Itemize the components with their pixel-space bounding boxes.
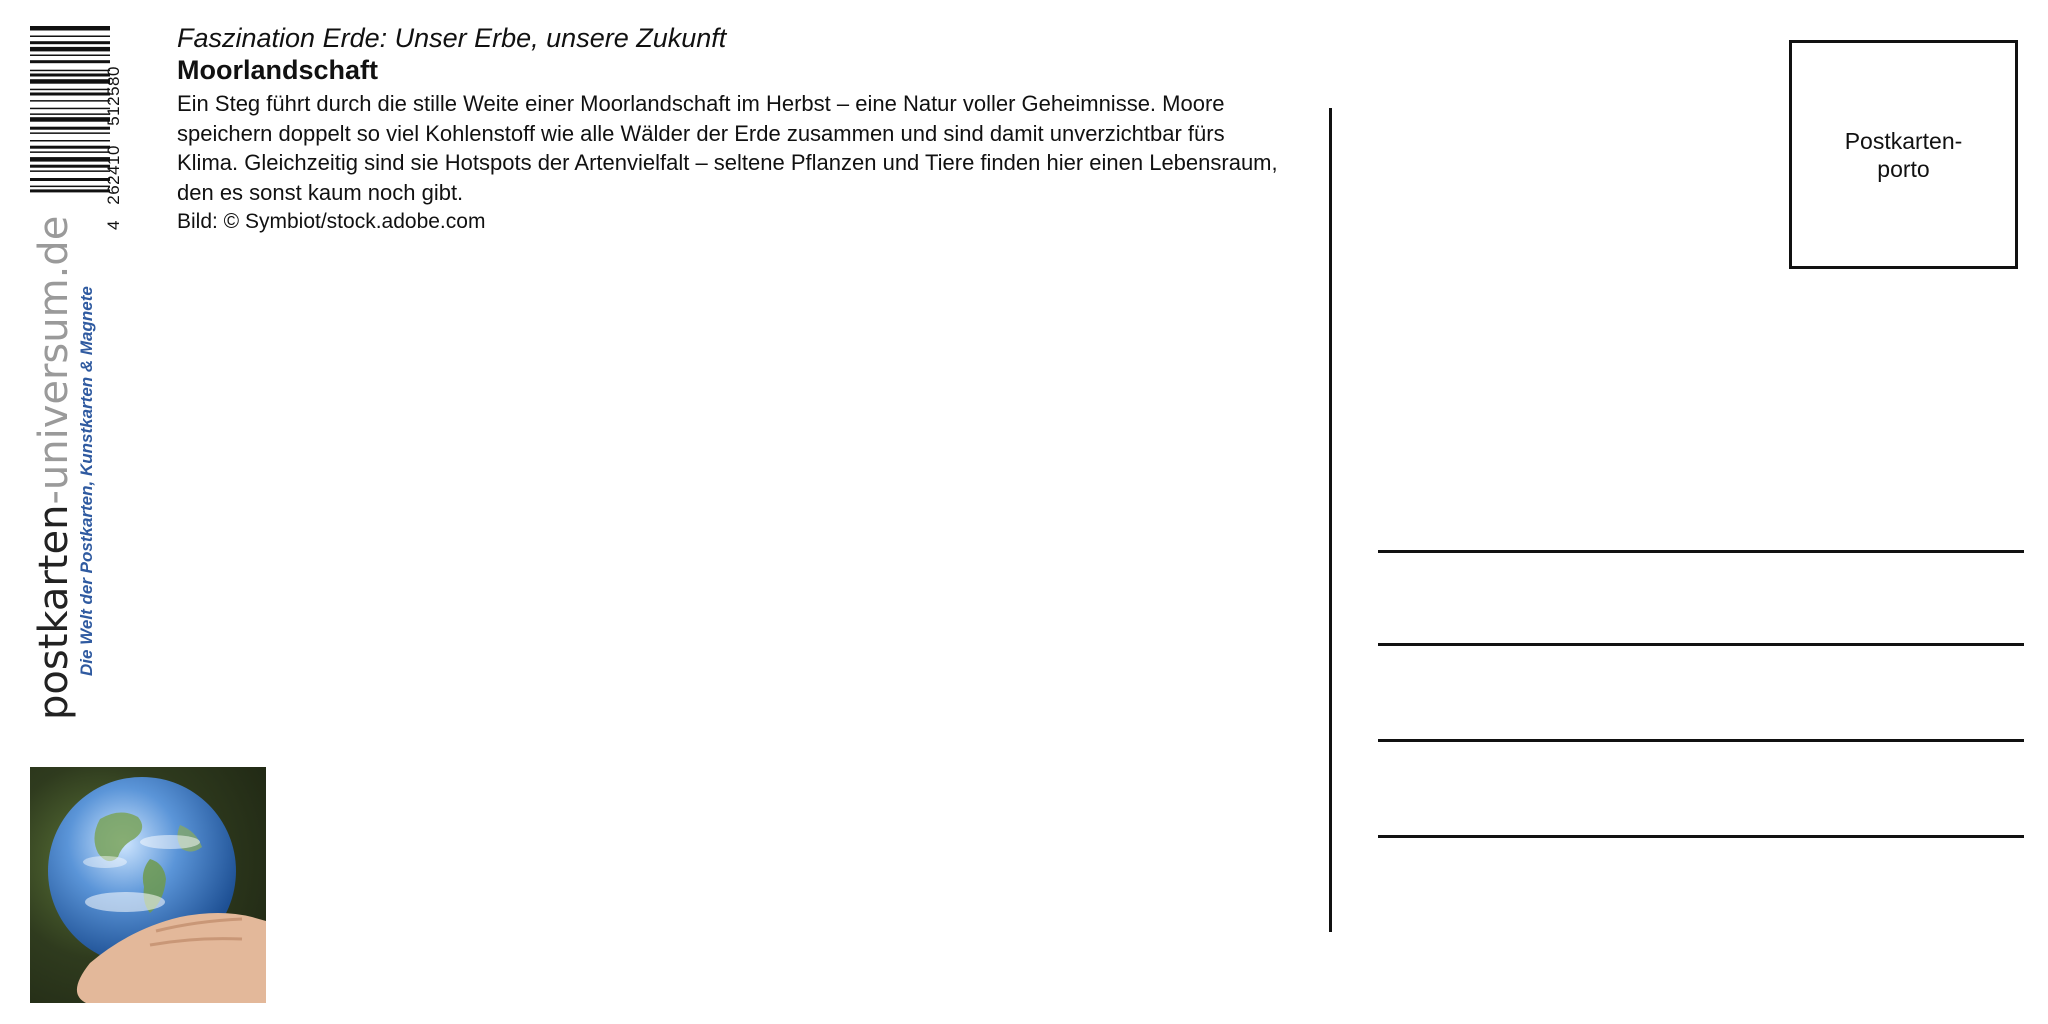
- image-credit: Bild: © Symbiot/stock.adobe.com: [177, 210, 486, 233]
- card-description: Ein Steg führt durch die stille Weite einer Moorlandschaft im Herbst – eine Natur voller Geheimnisse. Moore speichern doppelt so viel Kohlenstoff wie alle Wälder der Erde zusammen und sind damit unverzichtbar fürs Klima. Gleichzeitig sind sie Hotspots der Artenvielfalt – seltene Pflanzen und Tiere finden hier einen Lebensraum, den es sonst kaum noch gibt.: [177, 91, 1278, 205]
- brand-name-dark: postkarten: [31, 504, 77, 720]
- barcode-number: [104, 52, 124, 230]
- address-line-1: [1378, 550, 2024, 553]
- address-line-3: [1378, 739, 2024, 742]
- address-line-4: [1378, 835, 2024, 838]
- series-title: Faszination Erde: Unser Erbe, unsere Zukunft: [177, 23, 727, 53]
- stamp-label: Postkarten-porto: [1844, 127, 1963, 182]
- center-divider: [1329, 108, 1332, 932]
- card-title: Moorlandschaft: [177, 55, 379, 85]
- brand-tagline: Die Welt der Postkarten, Kunstkarten & Magnete: [77, 286, 96, 676]
- barcode-digits-group-2: 512580: [104, 66, 123, 126]
- card-text-block: [177, 22, 1287, 237]
- globe-illustration: [30, 767, 266, 1003]
- barcode-digits-group-1: 262410: [104, 145, 123, 205]
- barcode-digit-left: 4: [104, 220, 123, 230]
- globe-in-hand-image: [30, 767, 266, 1003]
- address-line-2: [1378, 643, 2024, 646]
- brand-name-light: -universum.de: [31, 215, 77, 505]
- brand-logo: [32, 216, 98, 720]
- brand-name: [32, 216, 76, 720]
- stamp-box: [1789, 40, 2018, 269]
